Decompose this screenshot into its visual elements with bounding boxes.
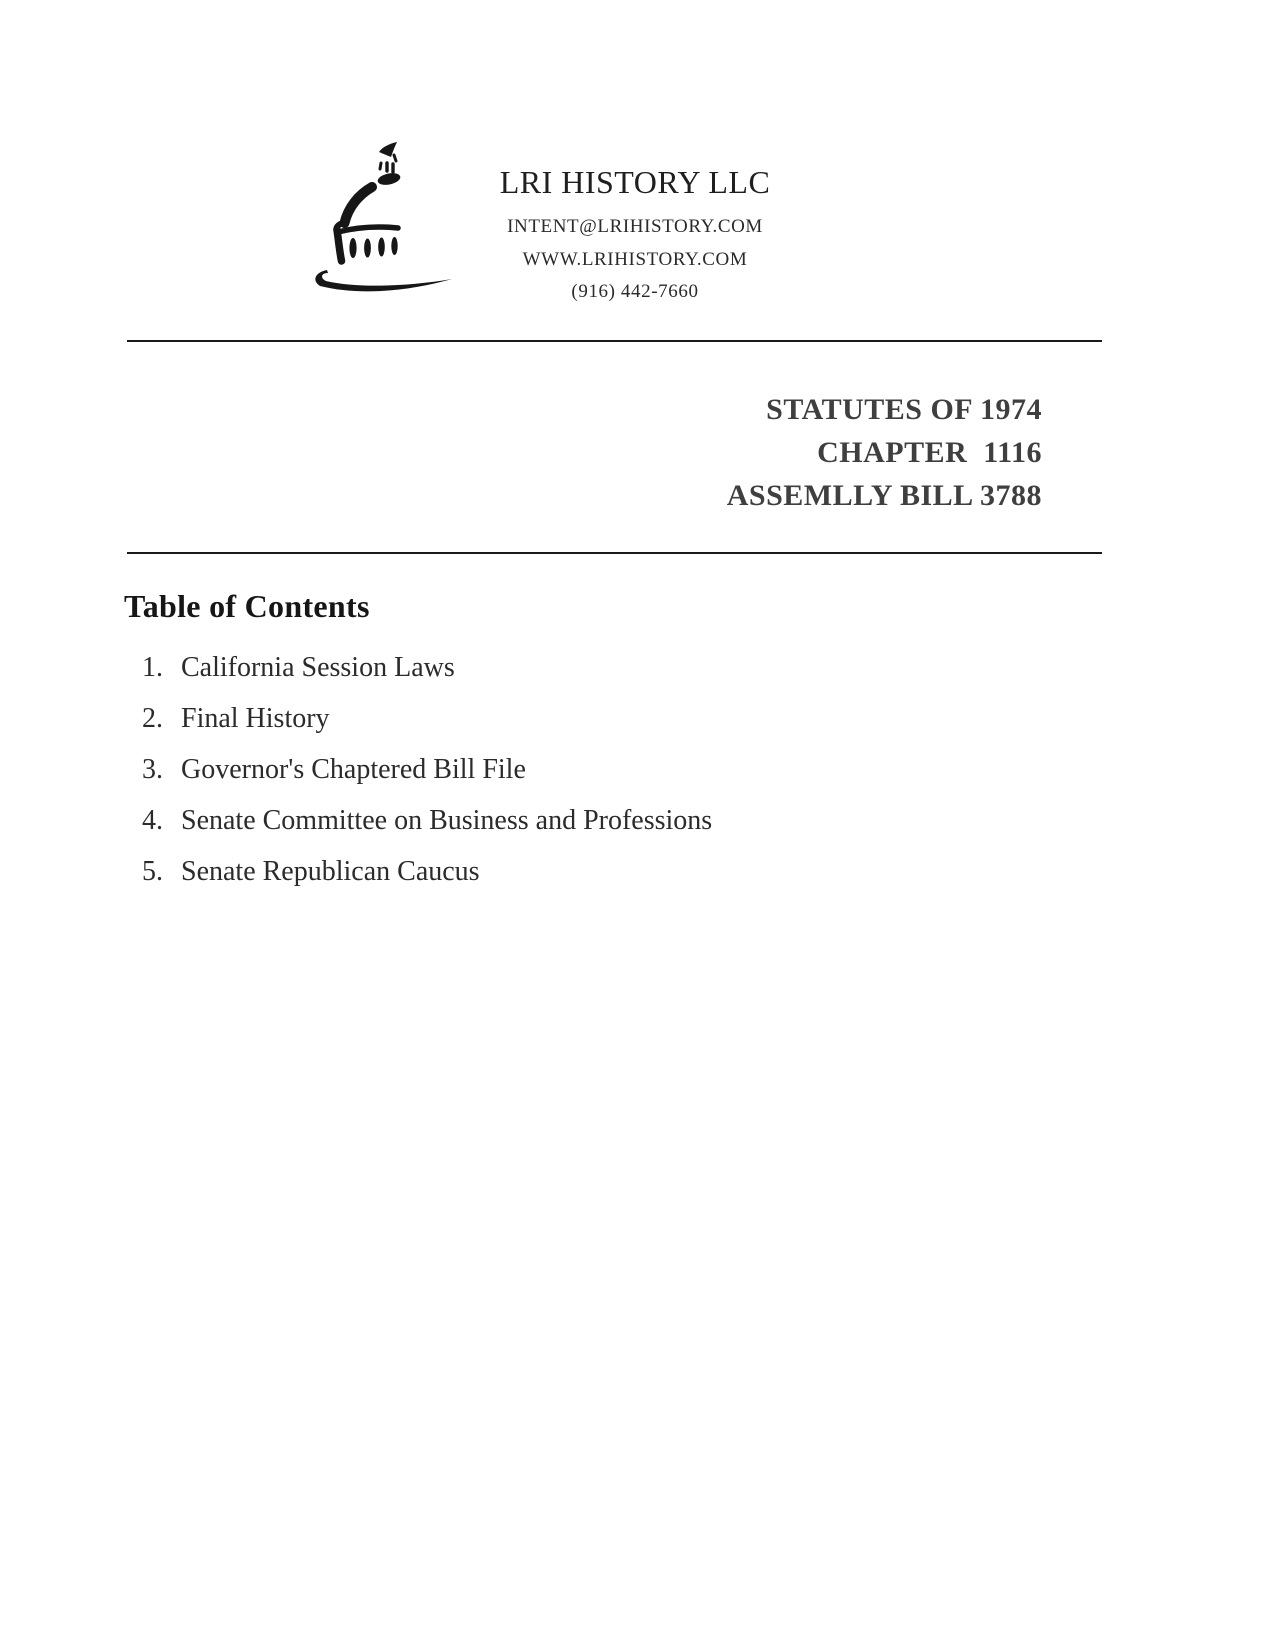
horizontal-rule-top (127, 340, 1102, 342)
letterhead (435, 163, 835, 309)
website-url: WWW.LRIHISTORY.COM (522, 248, 748, 270)
toc-item-label: Senate Committee on Business and Professions (181, 805, 713, 836)
statutes-title-block (727, 388, 1042, 517)
horizontal-rule-bottom (127, 552, 1102, 554)
toc-item-label: Final History (181, 703, 330, 734)
toc-item-number: 2. (142, 703, 163, 734)
assembly-bill-line: ASSEMLLY BILL 3788 (726, 479, 1042, 512)
company-name: LRI HISTORY LLC (499, 164, 771, 200)
contact-block (435, 211, 835, 309)
toc-item-label: Governor's Chaptered Bill File (181, 754, 526, 785)
toc-item (142, 654, 1092, 682)
email-address: INTENT@LRIHISTORY.COM (507, 216, 763, 237)
toc-item (142, 858, 1092, 886)
toc-list (142, 654, 1092, 909)
toc-item (142, 807, 1092, 835)
toc-item-number: 5. (142, 856, 163, 887)
toc-item-number: 1. (142, 652, 163, 683)
toc-item-label: California Session Laws (181, 652, 455, 683)
toc-item (142, 705, 1092, 733)
phone-number: (916) 442-7660 (571, 281, 699, 302)
statutes-line: STATUTES OF 1974 (766, 393, 1042, 426)
toc-item (142, 756, 1092, 784)
toc-item-number: 3. (142, 754, 163, 785)
chapter-line: CHAPTER 1116 (817, 436, 1042, 469)
toc-item-number: 4. (142, 805, 163, 836)
toc-item-label: Senate Republican Caucus (181, 856, 480, 887)
toc-heading: Table of Contents (124, 588, 370, 624)
